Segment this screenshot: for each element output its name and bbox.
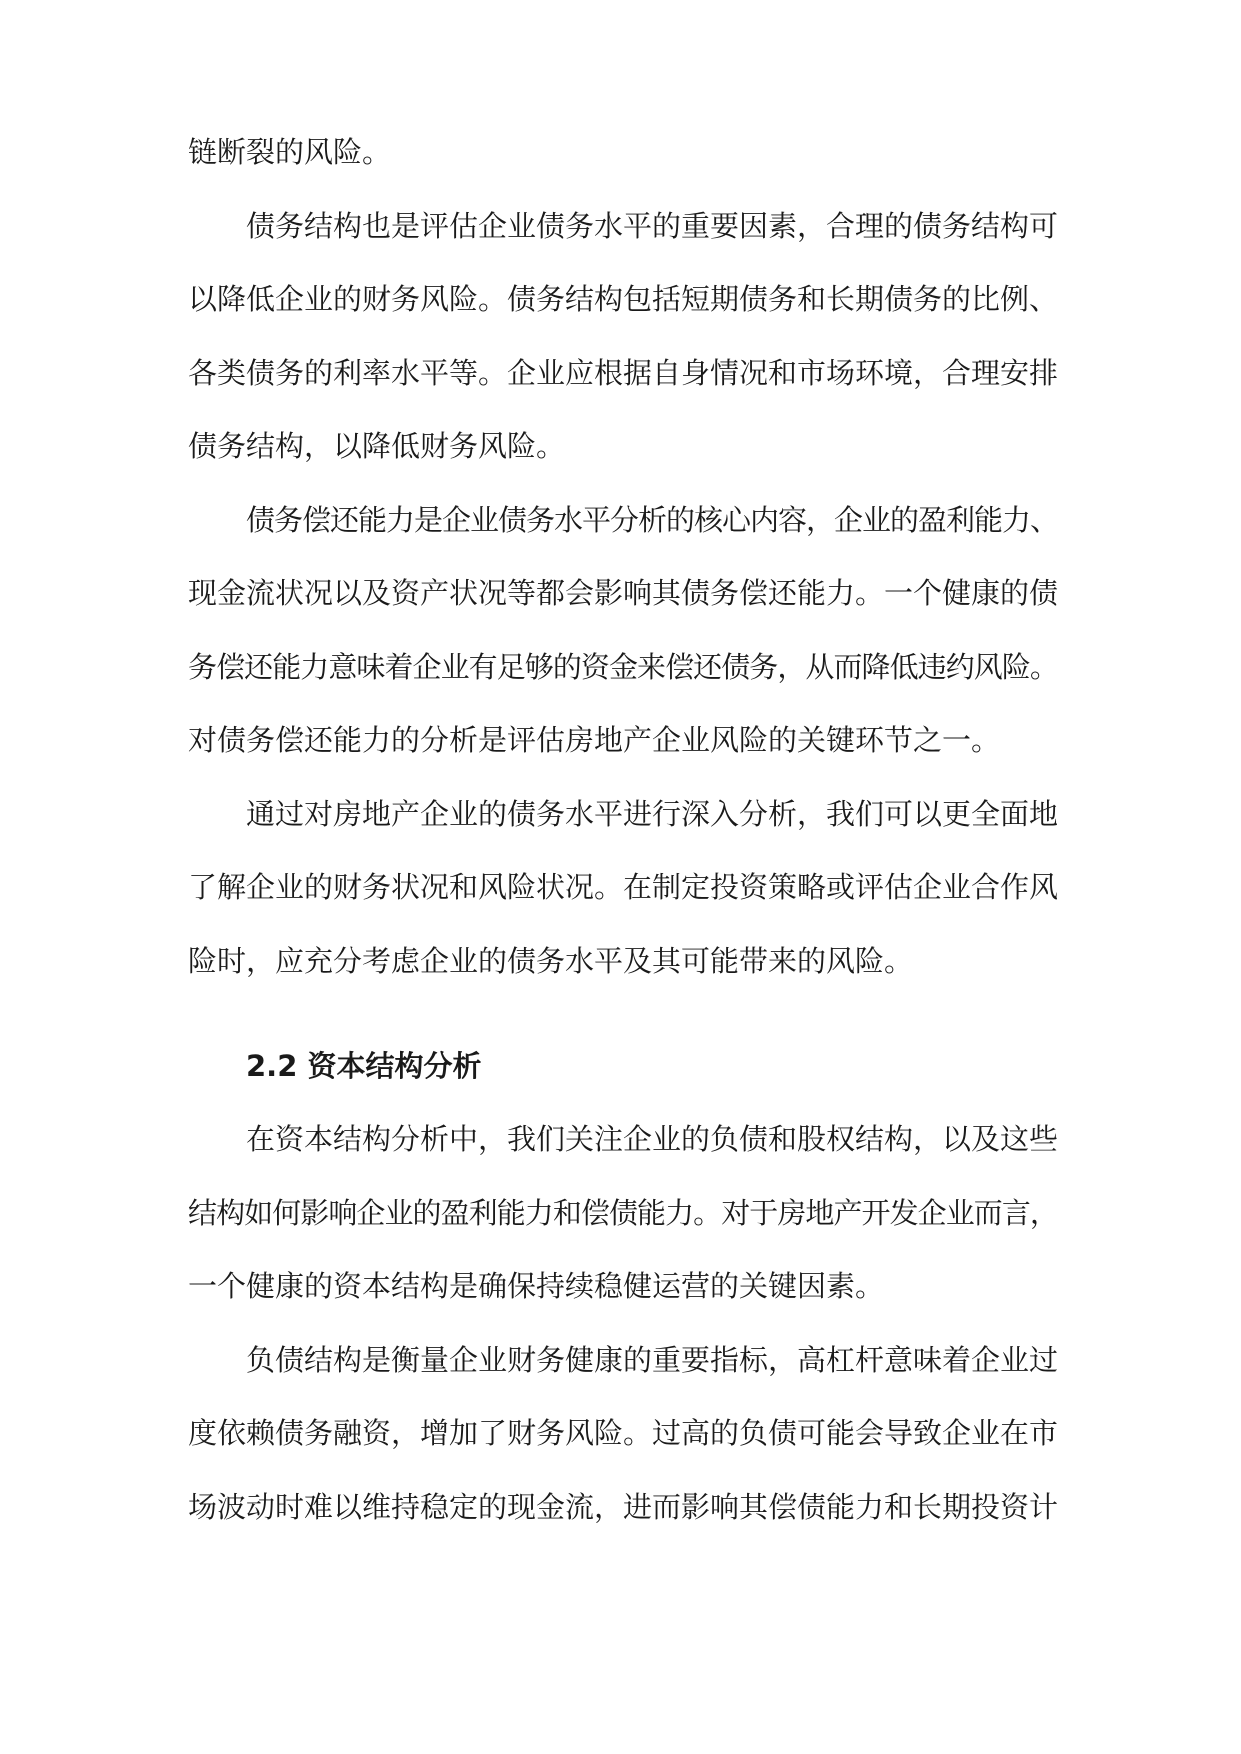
paragraph-repayment-ability xyxy=(188,484,1058,778)
paragraph-line: 一个健康的资本结构是确保持续稳健运营的关键因素。 xyxy=(188,1269,885,1303)
continuation-paragraph xyxy=(188,116,1058,190)
paragraph-line: 通过对房地产企业的债务水平进行深入分析，我们可以更全面地 xyxy=(246,796,1059,831)
paragraph-line: 度依赖债务融资，增加了财务风险。过高的负债可能会导致企业在市 xyxy=(188,1416,1059,1450)
paragraph-line: 债务结构也是评估企业债务水平的重要因素，合理的债务结构可 xyxy=(246,208,1059,243)
paragraph-line: 债务偿还能力是企业债务水平分析的核心内容，企业的盈利能力、 xyxy=(246,502,1059,537)
paragraph-line: 结构如何影响企业的盈利能力和偿债能力。对于房地产开发企业而言， xyxy=(188,1195,1059,1230)
paragraph-line: 场波动时难以维持稳定的现金流，进而影响其偿债能力和长期投资计 xyxy=(188,1489,1059,1524)
paragraph-line: 现金流状况以及资产状况等都会影响其债务偿还能力。一个健康的债 xyxy=(188,576,1059,610)
paragraph-debt-analysis-summary xyxy=(188,778,1058,999)
paragraph-line: 对债务偿还能力的分析是评估房地产企业风险的关键环节之一。 xyxy=(188,723,1001,757)
paragraph-liability-structure xyxy=(188,1324,1058,1545)
paragraph-line: 链断裂的风险。 xyxy=(188,135,392,169)
paragraph-debt-structure xyxy=(188,190,1058,484)
paragraph-line: 了解企业的财务状况和风险状况。在制定投资策略或评估企业合作风 xyxy=(188,870,1059,904)
paragraph-capital-structure xyxy=(188,1103,1058,1324)
paragraph-line: 各类债务的利率水平等。企业应根据自身情况和市场环境，合理安排 xyxy=(188,355,1059,390)
paragraph-line: 负债结构是衡量企业财务健康的重要指标，高杠杆意味着企业过 xyxy=(246,1342,1059,1377)
paragraph-line: 务偿还能力意味着企业有足够的资金来偿还债务，从而降低违约风险。 xyxy=(188,649,1059,684)
paragraph-line: 险时，应充分考虑企业的债务水平及其可能带来的风险。 xyxy=(188,943,914,978)
paragraph-line: 以降低企业的财务风险。债务结构包括短期债务和长期债务的比例、 xyxy=(188,282,1059,316)
paragraph-line: 债务结构，以降低财务风险。 xyxy=(188,429,566,463)
paragraph-line: 在资本结构分析中，我们关注企业的负债和股权结构，以及这些 xyxy=(246,1122,1059,1156)
section-heading: 2.2 资本结构分析 xyxy=(246,1049,482,1083)
